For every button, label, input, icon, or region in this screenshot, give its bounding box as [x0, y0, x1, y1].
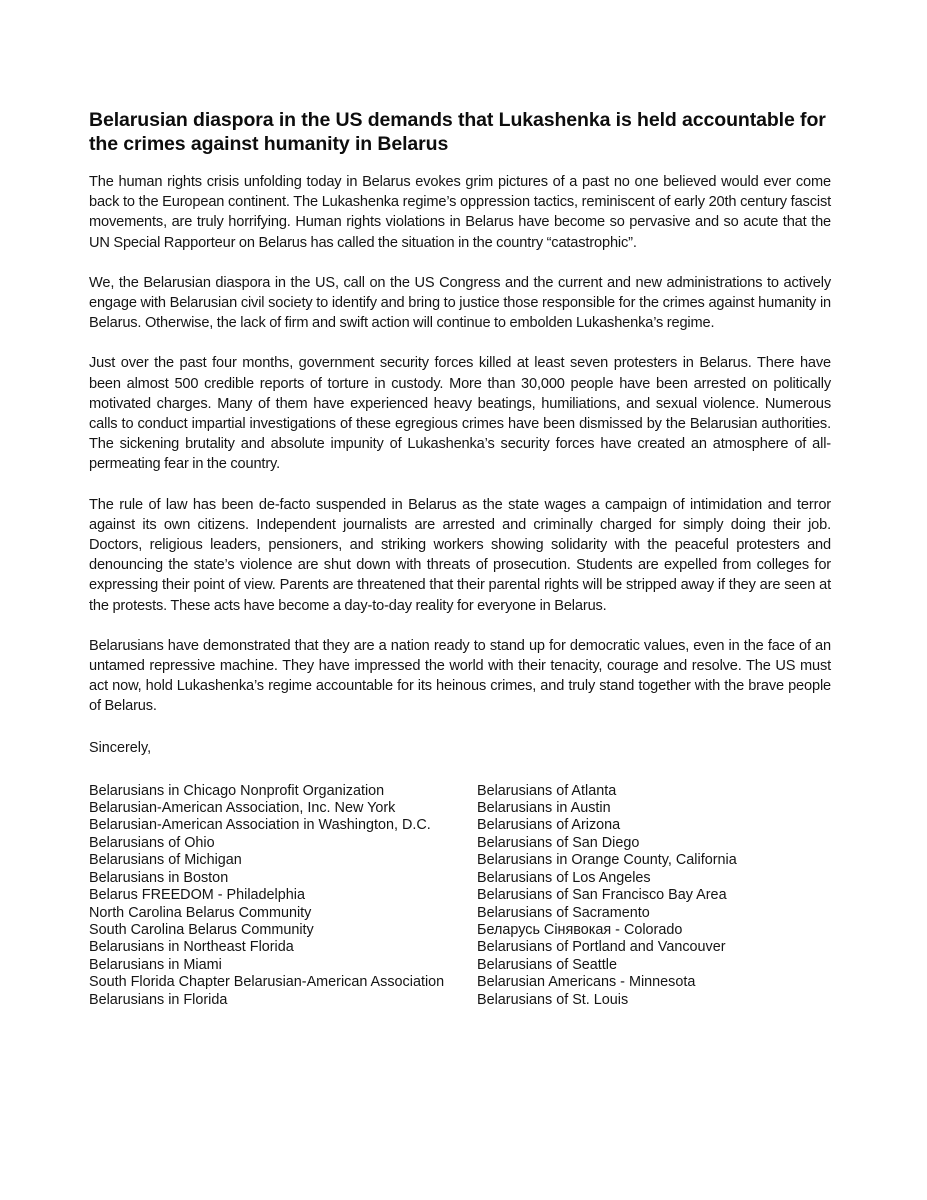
signatory: Belarus FREEDOM - Philadelphia: [89, 887, 305, 904]
signatory: Belarusians of Sacramento: [477, 904, 650, 921]
signatory: Belarusians of Ohio: [89, 834, 215, 851]
document-title: Belarusian diaspora in the US demands that Lukashenka is held accountable for the crimes against humanity in Belarus: [89, 109, 826, 155]
signatories-list: [89, 783, 831, 1009]
signatory: Belarusians in Miami: [89, 956, 222, 973]
signatory: Belarusians in Austin: [477, 800, 611, 817]
signatory: Беларусь Сінявокая - Colorado: [477, 921, 683, 938]
paragraph-democratic-values: Belarusians have demonstrated that they are a nation ready to stand up for democratic values, even in the face of an untamed repressive machine. They have impressed the world with their tenacity, courage and resolve. The US must act now, hold Lukashenka’s regime accountable for its heinous crimes, and truly stand together with the brave people of Belarus.: [89, 637, 831, 715]
signatory: Belarusians of Michigan: [89, 852, 242, 869]
signatories-left-column: [89, 783, 477, 1009]
signatory: Belarusians in Northeast Florida: [89, 939, 294, 956]
signatory: South Florida Chapter Belarusian-American Association: [89, 974, 445, 991]
paragraph-human-rights-crisis: The human rights crisis unfolding today in Belarus evokes grim pictures of a past no one believed would ever come back to the European continent. The Lukashenka regime’s oppression tactics, reminiscent of early 20th century fascist movements, are truly horrifying. Human rights violations in Belarus have become so pervasive and so acute that the UN Special Rapporteur on Belarus has called the situation in the country “catastrophic”.: [89, 174, 831, 251]
signatory: Belarusians of Portland and Vancouver: [477, 939, 726, 956]
signatory: South Carolina Belarus Community: [89, 921, 314, 938]
signatory: Belarusians of Arizona: [477, 817, 621, 834]
signatory: Belarusian Americans - Minnesota: [477, 974, 696, 991]
paragraph-rule-of-law: The rule of law has been de-facto suspended in Belarus as the state wages a campaign of intimidation and terror against its own citizens. Independent journalists are arrested and criminally charged for simply doing their job. Doctors, religious leaders, pensioners, and striking workers showing solidarity with the peaceful protesters and denouncing the state’s violence are shut down with threats of prosecution. Students are expelled from colleges for expressing their point of view. Parents are threatened that their parental rights will be stripped away if they are seen at the protests. These acts have become a day-to-day reality for everyone in Belarus.: [89, 496, 831, 614]
signatory: Belarusians in Chicago Nonprofit Organization: [89, 782, 385, 799]
paragraph-call-to-congress: We, the Belarusian diaspora in the US, call on the US Congress and the current and new administrations to actively engage with Belarusian civil society to identify and bring to justice those responsible for the crimes against humanity in Belarus. Otherwise, the lack of firm and swift action will continue to embolden Lukashenka’s regime.: [89, 274, 831, 332]
signatory: Belarusians of San Francisco Bay Area: [477, 887, 727, 904]
signatory: Belarusians of St. Louis: [477, 991, 629, 1008]
signatory: Belarusians of Seattle: [477, 956, 617, 973]
signatory: Belarusians of Los Angeles: [477, 869, 651, 886]
signatory: Belarusians in Orange County, California: [477, 852, 737, 869]
document-body: [89, 172, 831, 717]
signatory: Belarusians of Atlanta: [477, 782, 617, 799]
signatory: Belarusians in Florida: [89, 991, 228, 1008]
closing-salutation: Sincerely,: [89, 739, 152, 756]
paragraph-security-forces: Just over the past four months, government security forces killed at least seven protesters in Belarus. There have been almost 500 credible reports of torture in custody. More than 30,000 people have been arrested on politically motivated charges. Many of them have experienced heavy beatings, humiliations, and sexual violence. Numerous calls to conduct impartial investigations of these egregious crimes have been dismissed by the Belarusian authorities. The sickening brutality and absolute impunity of Lukashenka’s security forces have created an atmosphere of all-permeating fear in the country.: [89, 355, 831, 473]
signatory: Belarusian-American Association, Inc. New York: [89, 800, 396, 817]
signatories-right-column: [477, 783, 831, 1009]
signatory: Belarusian-American Association in Washington, D.C.: [89, 817, 431, 834]
signatory: Belarusians of San Diego: [477, 834, 640, 851]
signatory: Belarusians in Boston: [89, 869, 229, 886]
document-page: [89, 108, 831, 1009]
signatory: North Carolina Belarus Community: [89, 904, 312, 921]
